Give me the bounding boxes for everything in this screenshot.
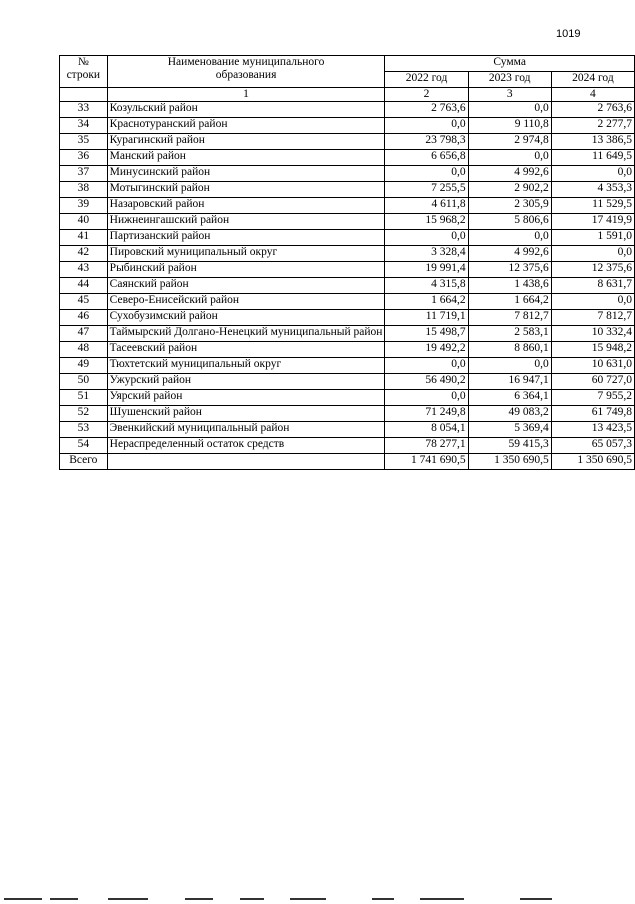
amount-2022: 11 719,1 xyxy=(385,310,468,326)
total-label: Всего xyxy=(60,454,108,470)
table-row xyxy=(60,294,635,310)
total-2024: 1 350 690,5 xyxy=(551,454,634,470)
year-header-2022: 2022 год xyxy=(385,72,468,88)
table-row xyxy=(60,374,635,390)
row-number: 34 xyxy=(60,118,108,134)
municipality-name: Таймырский Долгано-Ненецкий муниципальный район xyxy=(107,326,385,342)
amount-2023: 1 664,2 xyxy=(468,294,551,310)
row-number: 39 xyxy=(60,198,108,214)
row-number: 50 xyxy=(60,374,108,390)
scan-edge-marks xyxy=(0,898,635,902)
amount-2024: 12 375,6 xyxy=(551,262,634,278)
row-number: 43 xyxy=(60,262,108,278)
municipality-name: Эвенкийский муниципальный район xyxy=(107,422,385,438)
table-row xyxy=(60,198,635,214)
municipality-name: Сухобузимский район xyxy=(107,310,385,326)
row-number: 42 xyxy=(60,246,108,262)
municipality-name: Козульский район xyxy=(107,102,385,118)
row-number: 45 xyxy=(60,294,108,310)
table-row xyxy=(60,134,635,150)
table-row xyxy=(60,278,635,294)
amount-2023: 9 110,8 xyxy=(468,118,551,134)
table-row xyxy=(60,230,635,246)
row-number-header-line2: строки xyxy=(66,69,101,81)
municipality-name: Краснотуранский район xyxy=(107,118,385,134)
municipality-name: Минусинский район xyxy=(107,166,385,182)
amount-2023: 2 305,9 xyxy=(468,198,551,214)
row-number: 37 xyxy=(60,166,108,182)
sum-header: Сумма xyxy=(385,56,635,72)
amount-2024: 10 631,0 xyxy=(551,358,634,374)
amount-2023: 4 992,6 xyxy=(468,246,551,262)
municipality-name: Шушенский район xyxy=(107,406,385,422)
year-header-2023: 2023 год xyxy=(468,72,551,88)
total-2022: 1 741 690,5 xyxy=(385,454,468,470)
row-number: 36 xyxy=(60,150,108,166)
municipality-name: Партизанский район xyxy=(107,230,385,246)
amount-2024: 1 591,0 xyxy=(551,230,634,246)
table-row xyxy=(60,358,635,374)
table-body xyxy=(60,102,635,454)
amount-2023: 0,0 xyxy=(468,102,551,118)
amount-2022: 6 656,8 xyxy=(385,150,468,166)
amount-2023: 0,0 xyxy=(468,358,551,374)
row-number: 54 xyxy=(60,438,108,454)
page-number: 1019 xyxy=(556,28,581,40)
municipality-name: Нераспределенный остаток средств xyxy=(107,438,385,454)
amount-2024: 17 419,9 xyxy=(551,214,634,230)
table-row xyxy=(60,118,635,134)
amount-2022: 0,0 xyxy=(385,118,468,134)
amount-2023: 1 438,6 xyxy=(468,278,551,294)
row-number: 49 xyxy=(60,358,108,374)
year-header-2024: 2024 год xyxy=(551,72,634,88)
column-index-2: 2 xyxy=(385,88,468,102)
table-row xyxy=(60,342,635,358)
amount-2024: 0,0 xyxy=(551,294,634,310)
row-number: 41 xyxy=(60,230,108,246)
amount-2022: 7 255,5 xyxy=(385,182,468,198)
amount-2022: 19 492,2 xyxy=(385,342,468,358)
amount-2022: 23 798,3 xyxy=(385,134,468,150)
municipality-name: Нижнеингашский район xyxy=(107,214,385,230)
amount-2022: 0,0 xyxy=(385,230,468,246)
amount-2022: 71 249,8 xyxy=(385,406,468,422)
amount-2024: 65 057,3 xyxy=(551,438,634,454)
amount-2023: 16 947,1 xyxy=(468,374,551,390)
row-number: 52 xyxy=(60,406,108,422)
table-row xyxy=(60,310,635,326)
row-number: 47 xyxy=(60,326,108,342)
amount-2022: 1 664,2 xyxy=(385,294,468,310)
municipality-name: Ужурский район xyxy=(107,374,385,390)
table-row xyxy=(60,182,635,198)
table-header-row xyxy=(60,56,635,72)
amount-2022: 8 054,1 xyxy=(385,422,468,438)
amount-2023: 49 083,2 xyxy=(468,406,551,422)
amount-2023: 2 974,8 xyxy=(468,134,551,150)
row-number: 44 xyxy=(60,278,108,294)
amount-2022: 4 315,8 xyxy=(385,278,468,294)
amount-2024: 0,0 xyxy=(551,246,634,262)
municipality-name: Пировский муниципальный округ xyxy=(107,246,385,262)
row-number: 38 xyxy=(60,182,108,198)
amount-2024: 2 277,7 xyxy=(551,118,634,134)
row-number-header xyxy=(60,56,108,88)
total-2023: 1 350 690,5 xyxy=(468,454,551,470)
table-row xyxy=(60,262,635,278)
amount-2024: 61 749,8 xyxy=(551,406,634,422)
municipality-name: Рыбинский район xyxy=(107,262,385,278)
amount-2024: 10 332,4 xyxy=(551,326,634,342)
municipality-name: Курагинский район xyxy=(107,134,385,150)
amount-2024: 11 649,5 xyxy=(551,150,634,166)
amount-2023: 7 812,7 xyxy=(468,310,551,326)
amount-2022: 0,0 xyxy=(385,166,468,182)
amount-2022: 3 328,4 xyxy=(385,246,468,262)
amount-2022: 2 763,6 xyxy=(385,102,468,118)
amount-2023: 2 902,2 xyxy=(468,182,551,198)
column-index-1: 1 xyxy=(107,88,385,102)
amount-2023: 12 375,6 xyxy=(468,262,551,278)
row-number: 35 xyxy=(60,134,108,150)
amount-2024: 7 955,2 xyxy=(551,390,634,406)
municipality-name: Тюхтетский муниципальный округ xyxy=(107,358,385,374)
amount-2024: 13 386,5 xyxy=(551,134,634,150)
amount-2023: 59 415,3 xyxy=(468,438,551,454)
table-row xyxy=(60,102,635,118)
row-number: 33 xyxy=(60,102,108,118)
table-row xyxy=(60,390,635,406)
amount-2022: 19 991,4 xyxy=(385,262,468,278)
budget-table xyxy=(59,55,635,470)
amount-2024: 13 423,5 xyxy=(551,422,634,438)
total-name-blank xyxy=(107,454,385,470)
row-number: 40 xyxy=(60,214,108,230)
amount-2022: 15 968,2 xyxy=(385,214,468,230)
amount-2022: 0,0 xyxy=(385,358,468,374)
amount-2024: 7 812,7 xyxy=(551,310,634,326)
column-index-3: 3 xyxy=(468,88,551,102)
table-row xyxy=(60,438,635,454)
amount-2022: 0,0 xyxy=(385,390,468,406)
table-row xyxy=(60,246,635,262)
amount-2024: 2 763,6 xyxy=(551,102,634,118)
municipality-name: Назаровский район xyxy=(107,198,385,214)
row-number: 53 xyxy=(60,422,108,438)
row-number: 51 xyxy=(60,390,108,406)
table-row xyxy=(60,406,635,422)
amount-2023: 0,0 xyxy=(468,150,551,166)
column-index-row xyxy=(60,88,635,102)
amount-2023: 5 369,4 xyxy=(468,422,551,438)
municipality-name: Манский район xyxy=(107,150,385,166)
municipality-name: Уярский район xyxy=(107,390,385,406)
municipality-name: Северо-Енисейский район xyxy=(107,294,385,310)
row-number: 46 xyxy=(60,310,108,326)
amount-2024: 0,0 xyxy=(551,166,634,182)
amount-2023: 6 364,1 xyxy=(468,390,551,406)
amount-2022: 78 277,1 xyxy=(385,438,468,454)
amount-2022: 56 490,2 xyxy=(385,374,468,390)
total-row xyxy=(60,454,635,470)
municipality-name: Тасеевский район xyxy=(107,342,385,358)
table-row xyxy=(60,166,635,182)
column-index-blank xyxy=(60,88,108,102)
amount-2024: 4 353,3 xyxy=(551,182,634,198)
table-row xyxy=(60,326,635,342)
table-row xyxy=(60,150,635,166)
amount-2023: 8 860,1 xyxy=(468,342,551,358)
amount-2024: 11 529,5 xyxy=(551,198,634,214)
amount-2023: 0,0 xyxy=(468,230,551,246)
amount-2022: 4 611,8 xyxy=(385,198,468,214)
municipality-name-header-line2: образования xyxy=(215,69,277,81)
municipality-name-header-line1: Наименование муниципального xyxy=(167,56,325,68)
municipality-name: Саянский район xyxy=(107,278,385,294)
amount-2022: 15 498,7 xyxy=(385,326,468,342)
row-number-header-line1: № xyxy=(77,56,89,68)
municipality-name: Мотыгинский район xyxy=(107,182,385,198)
amount-2024: 8 631,7 xyxy=(551,278,634,294)
amount-2024: 15 948,2 xyxy=(551,342,634,358)
amount-2024: 60 727,0 xyxy=(551,374,634,390)
amount-2023: 2 583,1 xyxy=(468,326,551,342)
column-index-4: 4 xyxy=(551,88,634,102)
municipality-name-header xyxy=(107,56,385,88)
amount-2023: 4 992,6 xyxy=(468,166,551,182)
table-row xyxy=(60,422,635,438)
amount-2023: 5 806,6 xyxy=(468,214,551,230)
table-row xyxy=(60,214,635,230)
row-number: 48 xyxy=(60,342,108,358)
